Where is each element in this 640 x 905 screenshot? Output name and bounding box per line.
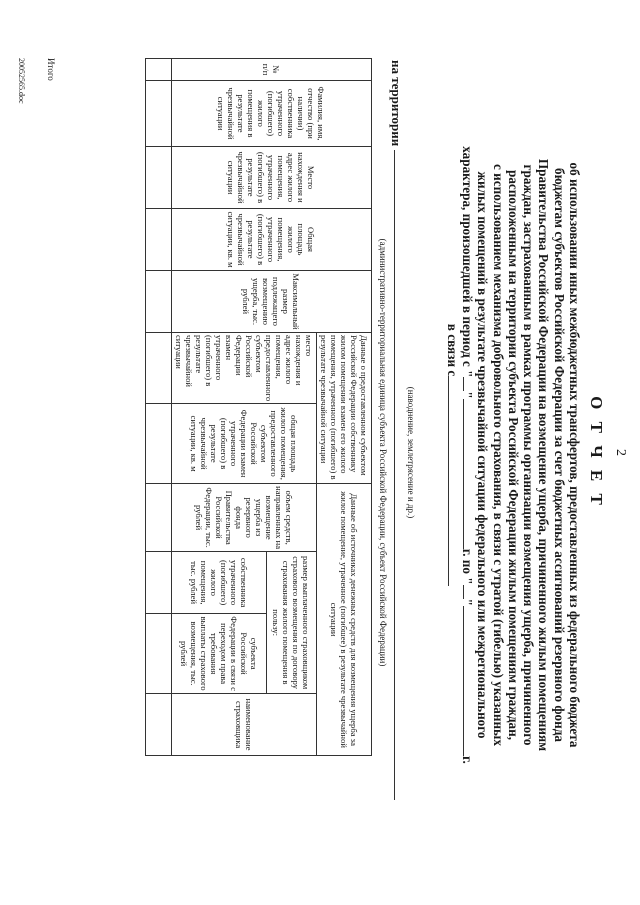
period-blank [463,585,464,599]
period-blank [463,399,464,549]
territory-blank [394,150,395,800]
heading-line: Правительства Российской Федерации на возмещение ущерба, причиненного жилым помещениям [536,158,552,752]
period-line [460,90,475,820]
header-max-damage: Максимальный размер подлежащего возмещению ущерба, тыс. рублей [172,271,372,333]
total-label: Итого [46,58,56,81]
empty-cell [146,552,172,614]
header-group-insurer: размер выплаченного страховщиком страхового возмещения по договору страхования жилого помещения в пользу: [266,552,316,694]
header-reserve-fund: объем средств, направленных на возмещение ущерба из резервного фонда Правительства Российской Федерации, тыс. рублей [172,484,317,552]
empty-cell [146,404,172,484]
header-to-subject: субъекта Российской Федерации в связи с переходом права требования выплаты страхового возмещения, тыс. рублей [172,614,267,694]
empty-cell [146,333,172,404]
disaster-blank [448,376,449,586]
header-num: № п/п [172,59,372,81]
header-owner-name: Фамилия, имя, отчество (при наличии) собственника утраченного (погибшего) жилого помещения в результате чрезвычайной ситуации [172,81,372,147]
heading-line: бюджетам субъектов Российской Федерации за счет бюджетных ассигнований резервного фонда [551,168,567,742]
page-number: 2 [613,449,628,456]
header-insurer-name: наименование страховщика [172,694,317,756]
disaster-hint: (наводнение, землетрясение и др.) [406,386,416,519]
period-mid1: " [459,391,475,399]
period-suffix: г. [459,755,475,764]
period-mid3: " [459,598,475,606]
report-title: О Т Ч Е Т [587,396,606,509]
empty-cell [146,209,172,271]
period-mid2: г. по " [459,548,475,585]
header-provided-location: место нахождения и адрес жилого помещения, предоставленного субъектом Российской Федерации взамен утраченного (погибшего) в результате чрезвычайной ситуации [172,333,317,404]
header-provided-area: общая площадь жилого помещения, предоставленного субъектом Российской Федерации взамен утраченного (погибшего) в результате чрезвычайной ситуации, кв. м [172,404,317,484]
empty-cell [146,271,172,333]
territory-line [388,60,404,840]
header-area: Общая площадь жилого помещения, утраченного (погибшего) в результате чрезвычайной ситуации, кв. м [172,209,372,271]
empty-cell [146,694,172,756]
empty-cell [146,59,172,81]
territory-hint: (административно-территориальная единица субъекта Российской Федерации, субъект Российской Федерации) [378,238,388,667]
header-group-provided: Данные о предоставленном субъектом Российской Федерации собственнику жилом помещении взамен его жилого помещения, утраченного (погибшего) в результате чрезвычайной ситуации [317,333,372,484]
period-blank [463,606,464,756]
empty-cell [146,81,172,147]
period-blank [463,377,464,391]
empty-cell [146,614,172,694]
empty-cell [146,147,172,209]
header-location: Место нахождения и адрес жилого помещения, утраченного (погибшего) в результате чрезвычайной ситуации [172,147,372,209]
header-group-sources: Данные об источниках денежных средств для возмещения ущерба за жилое помещение, утраченное (погибшее) в результате чрезвычайной ситуации [317,484,372,756]
territory-label: на территории [389,60,404,147]
in-connection-line [444,90,459,820]
header-to-owner: собственника утраченного (погибшего) жилого помещения, тыс. рублей [172,552,267,614]
heading-line: с использованием механизма добровольного страхования, в связи с утратой (гибелью) указанных [490,164,506,746]
document-code: 20052565.doc [17,58,26,104]
heading-line: жилых помещений в результате чрезвычайной ситуации федерального или межрегионального [475,171,491,739]
report-table [145,58,372,756]
in-connection-label: в связи с [444,323,460,377]
heading-line: расположенным на территории субъекта Российской Федерации жилым помещениям граждан, [505,169,521,740]
heading-line: об использовании иных межбюджетных трансфертов, предоставленных из федерального бюджета [567,162,582,748]
report-heading [444,90,582,820]
heading-line: граждан, застрахованным в рамках программы организации возмещения ущерба, причиненного [521,164,537,746]
empty-cell [146,484,172,552]
period-prefix: характера, произошедшей в период с " [459,146,475,378]
